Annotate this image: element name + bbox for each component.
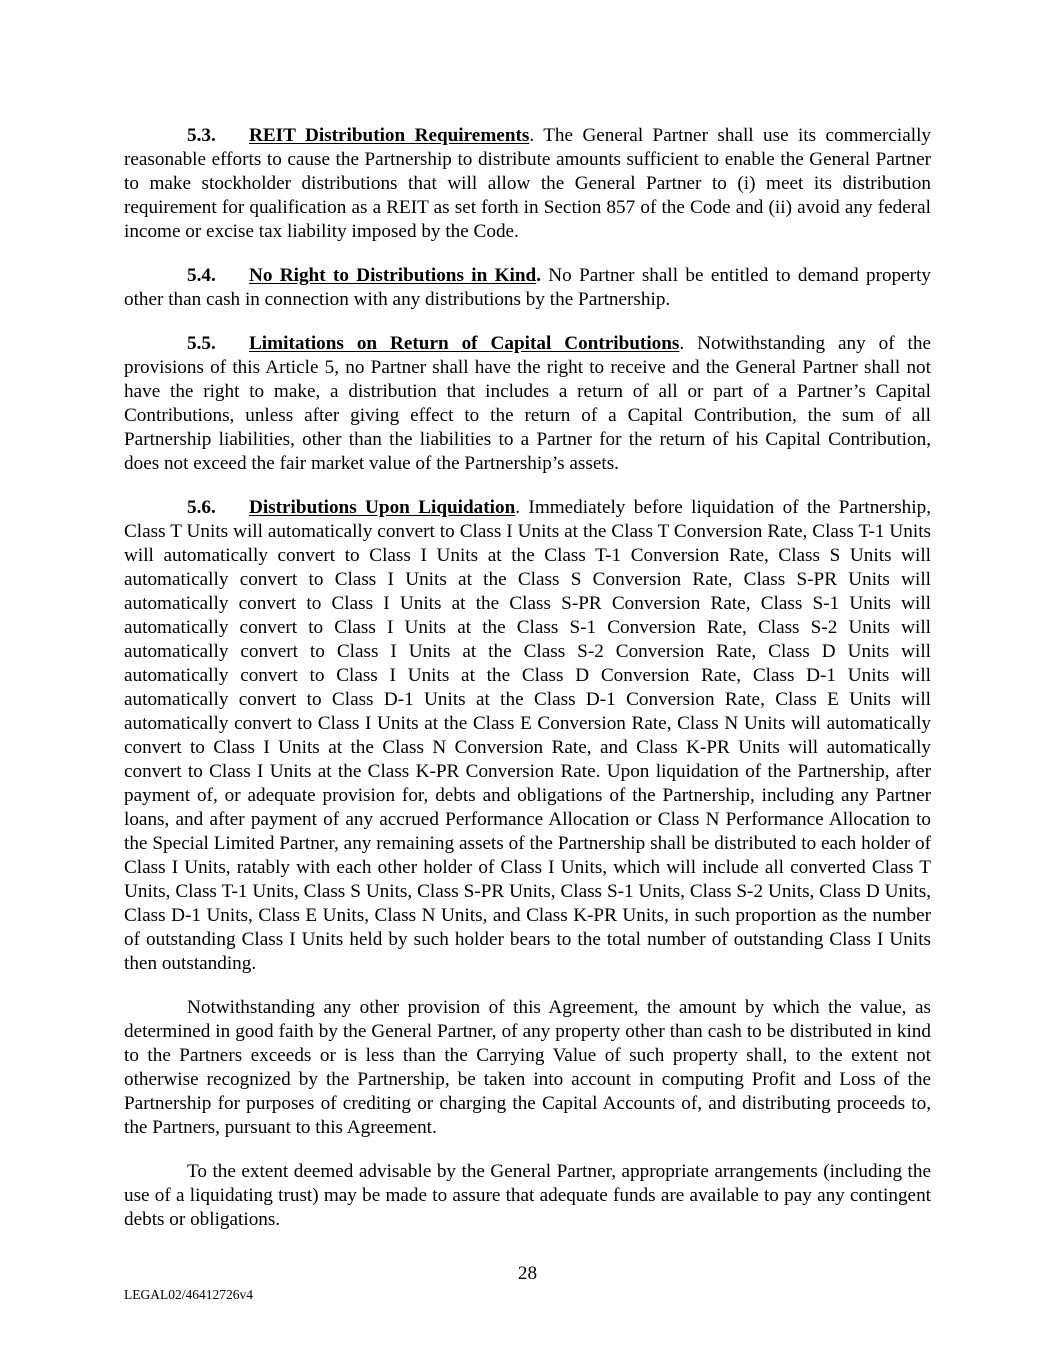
section-title-punct: .	[679, 333, 685, 354]
paragraph-carrying-value: Notwithstanding any other provision of this Agreement, the amount by which the value, as determined in good faith by the General Partner, of any property other than cash to be distributed in kind to the Partners exceeds or is less than the Carrying Value of such property shall, to the extent not otherwise recognized by the Partnership, be taken into account in computing Profit and Loss of the Partnership for purposes of crediting or charging the Capital Accounts of, and distributing proceeds to, the Partners, pursuant to this Agreement.	[124, 997, 931, 1138]
section-title-punct: .	[529, 125, 535, 146]
section-title: Distributions Upon Liquidation	[249, 497, 516, 518]
document-id: LEGAL02/46412726v4	[124, 1287, 253, 1302]
section-number: 5.4.	[187, 265, 216, 286]
section-5-6	[124, 496, 931, 976]
section-body: No Partner shall be entitled to demand property other than cash in connection with any distributions by the Partnership.	[124, 265, 931, 310]
section-title: REIT Distribution Requirements	[249, 125, 530, 146]
section-body: Notwithstanding any of the provisions of this Article 5, no Partner shall have the right to receive and the General Partner shall not have the right to make, a distribution that includes a return of all or part of a Partner’s Capital Contributions, unless after giving effect to the return of a Capital Contribution, the sum of all Partnership liabilities, other than the liabilities to a Partner for the return of his Capital Contribution, does not exceed the fair market value of the Partnership’s assets.	[124, 333, 932, 474]
section-title: Limitations on Return of Capital Contributions	[249, 333, 680, 354]
section-5-4	[124, 264, 931, 312]
section-5-5	[124, 332, 931, 476]
document-page	[124, 124, 931, 1252]
section-number: 5.6.	[187, 497, 216, 518]
section-title: No Right to Distributions in Kind	[249, 265, 537, 286]
section-title-punct: .	[515, 497, 521, 518]
section-body: Immediately before liquidation of the Partnership, Class T Units will automatically convert to Class I Units at the Class T Conversion Rate, Class T-1 Units will automatically convert to Class I Units at the Class T-1 Conversion Rate, Class S Units will automatically convert to Class I Units at the Class S Conversion Rate, Class S-PR Units will automatically convert to Class I Units at the Class S-PR Conversion Rate, Class S-1 Units will automatically convert to Class I Units at the Class S-1 Conversion Rate, Class S-2 Units will automatically convert to Class I Units at the Class S-2 Conversion Rate, Class D Units will automatically convert to Class I Units at the Class D Conversion Rate, Class D-1 Units will automatically convert to Class D-1 Units at the Class D-1 Conversion Rate, Class E Units will automatically convert to Class I Units at the Class E Conversion Rate, Class N Units will automatically convert to Class I Units at the Class N Conversion Rate, and Class K-PR Units will automatically convert to Class I Units at the Class K-PR Conversion Rate. Upon liquidation of the Partnership, after payment of, or adequate provision for, debts and obligations of the Partnership, including any Partner loans, and after payment of any accrued Performance Allocation or Class N Performance Allocation to the Special Limited Partner, any remaining assets of the Partnership shall be distributed to each holder of Class I Units, ratably with each other holder of Class I Units, which will include all converted Class T Units, Class T-1 Units, Class S Units, Class S-PR Units, Class S-1 Units, Class S-2 Units, Class D Units, Class D-1 Units, Class E Units, Class N Units, and Class K-PR Units, in such proportion as the number of outstanding Class I Units held by such holder bears to the total number of outstanding Class I Units then outstanding.	[124, 497, 931, 974]
section-number: 5.3.	[187, 125, 216, 146]
section-number: 5.5.	[187, 333, 216, 354]
section-body: The General Partner shall use its commercially reasonable efforts to cause the Partnership to distribute amounts sufficient to enable the General Partner to make stockholder distributions that will allow the General Partner to (i) meet its distribution requirement for qualification as a REIT as set forth in Section 857 of the Code and (ii) avoid any federal income or excise tax liability imposed by the Code.	[124, 125, 931, 242]
paragraph-liquidating-trust: To the extent deemed advisable by the General Partner, appropriate arrangements (including the use of a liquidating trust) may be made to assure that adequate funds are available to pay any contingent debts or obligations.	[124, 1161, 931, 1230]
page-number: 28	[517, 1263, 538, 1284]
section-title-punct: .	[536, 265, 541, 286]
section-5-3	[124, 124, 931, 244]
